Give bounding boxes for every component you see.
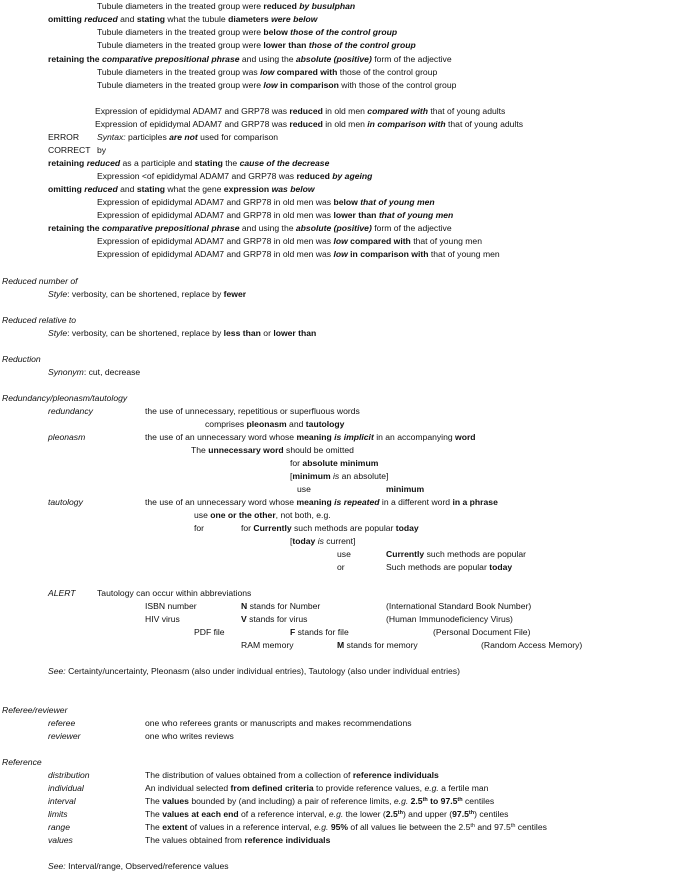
text-run: today	[292, 536, 318, 546]
term-definition	[145, 835, 330, 845]
text-run: and	[117, 14, 137, 24]
text-run: those of the control group	[337, 67, 438, 77]
text-run: values at each end	[162, 809, 239, 819]
text-run: expression	[223, 184, 270, 194]
text-run: the use of unnecessary, repetitious or superfluous words	[145, 406, 360, 416]
text-run: th	[468, 810, 475, 816]
text-run: The distribution of values obtained from a collection of	[145, 770, 353, 780]
text-run: The values obtained from	[145, 835, 245, 845]
abbreviation-expansion	[481, 640, 582, 650]
guidance-line	[48, 184, 315, 194]
text-run: participles	[125, 132, 170, 142]
abbreviation-note	[241, 614, 307, 624]
text-run: the	[222, 158, 240, 168]
text-run: minimum	[386, 484, 425, 494]
text-run: individual	[48, 783, 84, 793]
text-run: reference individuals	[352, 770, 439, 780]
text-run: The	[145, 822, 163, 832]
text-run: limits	[48, 809, 68, 819]
entry-heading	[2, 315, 76, 325]
text-run: and using the	[239, 54, 296, 64]
text-run: lower than	[273, 328, 317, 338]
example-line	[97, 210, 453, 220]
entry-heading	[2, 757, 42, 767]
text-run: stating	[136, 14, 166, 24]
text-run: range	[48, 822, 70, 832]
term-example	[386, 484, 424, 494]
text-run: Redundancy/pleonasm/tautology	[2, 393, 128, 403]
example-line	[97, 197, 435, 207]
text-run: to provide reference values,	[313, 783, 425, 793]
text-run: in comparison with	[347, 249, 429, 259]
text-run: Reduced relative to	[2, 315, 77, 325]
example-line	[97, 1, 355, 11]
text-run: Syntax:	[97, 132, 126, 142]
text-run: diameters	[228, 14, 269, 24]
error-label	[48, 132, 79, 142]
text-run: is implicit	[331, 432, 374, 442]
text-run: 95%	[330, 822, 349, 832]
text-run: Such methods are popular	[386, 562, 490, 572]
text-run: of values in a reference interval,	[187, 822, 315, 832]
text-run: those of the control group	[306, 40, 416, 50]
term-example	[290, 536, 355, 546]
text-run: Currently	[253, 523, 292, 533]
term-label	[48, 432, 85, 442]
text-run: V	[241, 614, 247, 624]
text-run: : verbosity, can be shortened, replace by	[67, 289, 224, 299]
entry-heading	[2, 354, 41, 364]
abbreviation	[241, 640, 294, 650]
text-run: used for comparison	[197, 132, 279, 142]
text-run: is	[317, 536, 324, 546]
text-run: [	[290, 536, 293, 546]
text-run: tautology	[305, 419, 345, 429]
term-note	[194, 510, 331, 520]
text-run: th	[457, 797, 463, 803]
text-run: See:	[48, 666, 66, 676]
text-run: PDF file	[194, 627, 225, 637]
text-run: low	[333, 249, 348, 259]
text-run: use	[297, 484, 311, 494]
text-run: interval	[48, 796, 76, 806]
text-run: Expression of epididymal ADAM7 and GRP78 was	[95, 119, 290, 129]
abbreviation-expansion	[433, 627, 530, 637]
term-label	[48, 770, 90, 780]
text-run: is	[332, 471, 340, 481]
term-definition	[145, 770, 439, 780]
term-label	[48, 822, 70, 832]
text-run: absolute (positive)	[295, 223, 372, 233]
example-line	[97, 40, 416, 50]
text-run: that of young adults	[445, 119, 524, 129]
entry-note	[48, 289, 246, 299]
text-run: reviewer	[48, 731, 81, 741]
text-run: Tautology can occur within abbreviations	[97, 588, 252, 598]
text-run: omitting	[48, 14, 85, 24]
text-run: Certainty/uncertainty, Pleonasm (also under individual entries), Tautology (also under individual entries)	[65, 666, 460, 676]
abbreviation-note	[337, 640, 418, 650]
text-run: use	[194, 510, 211, 520]
text-run: bounded by (and including) a pair of reference limits,	[188, 796, 394, 806]
text-run: centiles	[462, 796, 495, 806]
text-run: referee	[48, 718, 76, 728]
term-definition	[145, 822, 547, 832]
text-run: and using the	[239, 223, 296, 233]
text-run: what the gene	[165, 184, 224, 194]
example-line	[97, 27, 397, 37]
text-run: compared with	[274, 67, 338, 77]
text-run: reduced	[86, 158, 121, 168]
text-run: reduced	[263, 1, 300, 11]
text-run: retaining the	[48, 54, 102, 64]
text-run: Tubule diameters in the treated group were	[97, 1, 264, 11]
text-run: : verbosity, can be shortened, replace by	[67, 328, 224, 338]
text-run: or	[337, 562, 345, 572]
text-run: Expression of epididymal ADAM7 and GRP78 in old men was	[97, 197, 334, 207]
text-run: The	[145, 796, 163, 806]
entry-heading	[2, 705, 67, 715]
text-run: one who referees grants or manuscripts and makes recommendations	[145, 718, 412, 728]
abbreviation-expansion	[386, 614, 513, 624]
text-run: Reduced number of	[2, 276, 78, 286]
text-run: for	[290, 458, 303, 468]
text-run: comparative prepositional phrase	[101, 223, 240, 233]
text-run: lower than	[333, 210, 377, 220]
alert-text	[97, 588, 251, 598]
example-line	[97, 67, 437, 77]
term-label	[48, 497, 83, 507]
text-run: and 97.5	[474, 822, 511, 832]
text-run: , not both, e.g.	[275, 510, 331, 520]
text-run: reduced	[289, 106, 323, 116]
text-run: the lower (	[343, 809, 386, 819]
text-run: to 97.5	[427, 796, 458, 806]
term-note	[191, 445, 354, 455]
text-run: by ageing	[332, 171, 373, 181]
guidance-line	[48, 223, 452, 233]
term-example	[337, 549, 351, 559]
text-run: by	[97, 145, 107, 155]
term-definition	[145, 783, 488, 793]
text-run: retaining the	[48, 223, 102, 233]
term-definition	[145, 731, 234, 741]
text-run: ) and upper (	[402, 809, 453, 819]
text-run: comprises	[205, 419, 247, 429]
text-run: form of the adjective	[371, 54, 452, 64]
abbreviation-note	[241, 601, 320, 611]
example-line	[95, 119, 523, 129]
error-text	[97, 132, 278, 142]
abbreviation-expansion	[386, 601, 531, 611]
guidance-line	[48, 158, 329, 168]
text-run: by busulphan	[299, 1, 356, 11]
text-run: stands for virus	[246, 614, 308, 624]
text-run: in an accompanying	[373, 432, 456, 442]
text-run: th	[470, 823, 475, 829]
term-example	[297, 484, 311, 494]
text-run: that of young men	[357, 197, 435, 207]
text-run: one or the other	[210, 510, 276, 520]
example-line	[97, 171, 372, 181]
text-run: (Random Access Memory)	[481, 640, 583, 650]
text-run: [	[290, 471, 293, 481]
text-run: reduced	[296, 171, 333, 181]
text-run: See:	[48, 861, 66, 871]
text-run: that of young adults	[427, 106, 506, 116]
text-run: less than	[223, 328, 261, 338]
text-run: for	[241, 523, 254, 533]
text-run: compared with	[367, 106, 428, 116]
term-label	[48, 731, 80, 741]
text-run: Expression of epididymal ADAM7 and GRP78 was	[95, 106, 290, 116]
text-run: compared with	[347, 236, 411, 246]
text-run: e.g.	[328, 809, 344, 819]
text-run: in old men	[322, 119, 368, 129]
text-run: N	[241, 601, 248, 611]
abbreviation-note	[290, 627, 349, 637]
text-run: reduced	[289, 119, 323, 129]
text-run: are not	[169, 132, 198, 142]
text-run: below	[333, 197, 358, 207]
text-run: was below	[269, 184, 315, 194]
term-definition	[145, 796, 494, 806]
text-run: today	[489, 562, 513, 572]
term-label	[48, 406, 93, 416]
text-run: The	[191, 445, 209, 455]
text-run: in old men	[322, 106, 368, 116]
entry-heading	[2, 276, 77, 286]
abbreviation	[145, 601, 197, 611]
text-run: e.g.	[393, 796, 409, 806]
text-run: th	[397, 810, 403, 816]
text-run: Expression of epididymal ADAM7 and GRP78 in old men was	[97, 236, 334, 246]
text-run: 2.5	[410, 796, 423, 806]
text-run: reduced	[84, 14, 118, 24]
term-definition	[145, 432, 476, 442]
text-run: below	[263, 27, 288, 37]
text-run: Currently	[386, 549, 425, 559]
text-run: (International Standard Book Number)	[386, 601, 532, 611]
text-run: absolute minimum	[302, 458, 379, 468]
text-run: and	[286, 419, 306, 429]
abbreviation	[145, 614, 180, 624]
entry-note	[48, 367, 140, 377]
text-run: Tubule diameters in the treated group were	[97, 40, 264, 50]
text-run: were below	[268, 14, 318, 24]
text-run: what the tubule	[165, 14, 229, 24]
text-run: one who writes reviews	[145, 731, 234, 741]
text-run: ISBN number	[145, 601, 197, 611]
text-run: should be omitted	[283, 445, 354, 455]
text-run: distribution	[48, 770, 90, 780]
text-run: Style	[48, 328, 68, 338]
text-run: th	[422, 797, 428, 803]
text-run: stands for Number	[247, 601, 321, 611]
text-run: cause of the decrease	[239, 158, 330, 168]
text-run: reference individuals	[244, 835, 331, 845]
term-definition	[145, 718, 412, 728]
text-run: pleonasm	[246, 419, 287, 429]
term-example	[290, 471, 388, 481]
text-run: the use of an unnecessary word whose	[145, 432, 297, 442]
example-line	[95, 106, 505, 116]
text-run: pleonasm	[48, 432, 86, 442]
text-run: fewer	[223, 289, 247, 299]
text-run: that of young men	[410, 236, 482, 246]
term-label	[48, 796, 76, 806]
text-run: (Human Immunodeficiency Virus)	[386, 614, 513, 624]
text-run: and	[117, 184, 137, 194]
text-run: in a phrase	[452, 497, 498, 507]
text-run: centiles	[515, 822, 547, 832]
term-label	[48, 809, 68, 819]
text-run: meaning	[296, 497, 332, 507]
text-run: those of the control group	[287, 27, 398, 37]
text-run: for	[194, 523, 205, 533]
text-run: lower than	[263, 40, 307, 50]
text-run: reduced	[84, 184, 118, 194]
text-run: form of the adjective	[371, 223, 452, 233]
text-run: absolute (positive)	[295, 54, 372, 64]
term-label	[48, 835, 73, 845]
text-run: an absolute]	[339, 471, 389, 481]
term-example	[241, 523, 419, 533]
text-run: Referee/reviewer	[2, 705, 68, 715]
text-run: e.g.	[314, 822, 329, 832]
text-run: Expression of epididymal ADAM7 and GRP78 in old men was	[97, 249, 334, 259]
example-line	[97, 249, 500, 259]
text-run: ALERT	[48, 588, 76, 598]
term-label	[48, 718, 75, 728]
text-run: values	[162, 796, 189, 806]
text-run: the use of an unnecessary word whose	[145, 497, 297, 507]
text-run: Tubule diameters in the treated group were	[97, 27, 264, 37]
term-definition	[145, 809, 508, 819]
text-run: Style	[48, 289, 68, 299]
text-run: 97.5	[452, 809, 469, 819]
text-run: Tubule diameters in the treated group was	[97, 67, 261, 77]
text-run: as a participle and	[120, 158, 195, 168]
text-run: stands for memory	[344, 640, 418, 650]
text-run: omitting	[48, 184, 85, 194]
text-run: is repeated	[331, 497, 380, 507]
text-run: from defined criteria	[230, 783, 314, 793]
text-run: values	[48, 835, 73, 845]
text-run: such methods are popular	[424, 549, 526, 559]
text-run: e.g.	[424, 783, 439, 793]
alert-label	[48, 588, 76, 598]
text-run: stating	[136, 184, 166, 194]
text-run: that of young men	[376, 210, 454, 220]
text-run: or	[260, 328, 274, 338]
text-run: stating	[194, 158, 223, 168]
see-also	[48, 666, 460, 676]
guidance-line	[48, 14, 317, 24]
text-run: low	[260, 67, 275, 77]
text-run: tautology	[48, 497, 83, 507]
text-run: 2.5	[385, 809, 398, 819]
text-run: today	[395, 523, 419, 533]
text-run: low	[333, 236, 348, 246]
text-run: Tubule diameters in the treated group were	[97, 80, 264, 90]
text-run: Interval/range, Observed/reference values	[65, 861, 229, 871]
text-run: ) centiles	[474, 809, 509, 819]
text-run: of a reference interval,	[238, 809, 329, 819]
text-run: word	[455, 432, 476, 442]
entry-heading	[2, 393, 127, 403]
term-example	[194, 523, 204, 533]
term-example	[337, 562, 345, 572]
text-run: CORRECT	[48, 145, 91, 155]
correct-label	[48, 145, 91, 155]
text-run: meaning	[296, 432, 332, 442]
term-definition	[145, 406, 360, 416]
term-definition	[145, 497, 498, 507]
text-run: RAM memory	[241, 640, 294, 650]
text-run: with those of the control group	[338, 80, 457, 90]
abbreviation	[194, 627, 225, 637]
example-line	[97, 80, 456, 90]
text-run: M	[337, 640, 345, 650]
text-run: stands for file	[295, 627, 349, 637]
text-run: unnecessary word	[208, 445, 284, 455]
text-run: current]	[323, 536, 356, 546]
text-run: HIV virus	[145, 614, 180, 624]
text-run: that of young men	[428, 249, 500, 259]
text-run: redundancy	[48, 406, 93, 416]
text-run: a fertile man	[438, 783, 489, 793]
text-run: use	[337, 549, 351, 559]
text-run: Expression <of epididymal ADAM7 and GRP78 was	[97, 171, 297, 181]
text-run: in comparison with	[367, 119, 446, 129]
correct-text	[97, 145, 106, 155]
see-also	[48, 861, 229, 871]
text-run: ERROR	[48, 132, 80, 142]
text-run: comparative prepositional phrase	[101, 54, 240, 64]
example-line	[97, 236, 482, 246]
text-run: of all values lie between the 2.5	[348, 822, 471, 832]
text-run: minimum	[292, 471, 333, 481]
entry-note	[48, 328, 316, 338]
text-run: Reference	[2, 757, 42, 767]
text-run: Reduction	[2, 354, 41, 364]
term-note	[205, 419, 344, 429]
guidance-line	[48, 54, 452, 64]
text-run: in comparison	[277, 80, 339, 90]
text-run: th	[510, 823, 516, 829]
text-run: The	[145, 809, 163, 819]
term-label	[48, 783, 84, 793]
text-run: Synonym	[48, 367, 84, 377]
text-run: retaining	[48, 158, 87, 168]
text-run: (Personal Document File)	[433, 627, 531, 637]
text-run: : cut, decrease	[83, 367, 141, 377]
term-example	[386, 562, 512, 572]
text-run: low	[263, 80, 278, 90]
term-example	[290, 458, 378, 468]
term-example	[386, 549, 526, 559]
text-run: Expression of epididymal ADAM7 and GRP78 in old men was	[97, 210, 334, 220]
text-run: F	[290, 627, 296, 637]
text-run: An individual selected	[145, 783, 231, 793]
text-run: such methods are popular	[291, 523, 396, 533]
text-run: extent	[162, 822, 188, 832]
text-run: in a different word	[379, 497, 453, 507]
